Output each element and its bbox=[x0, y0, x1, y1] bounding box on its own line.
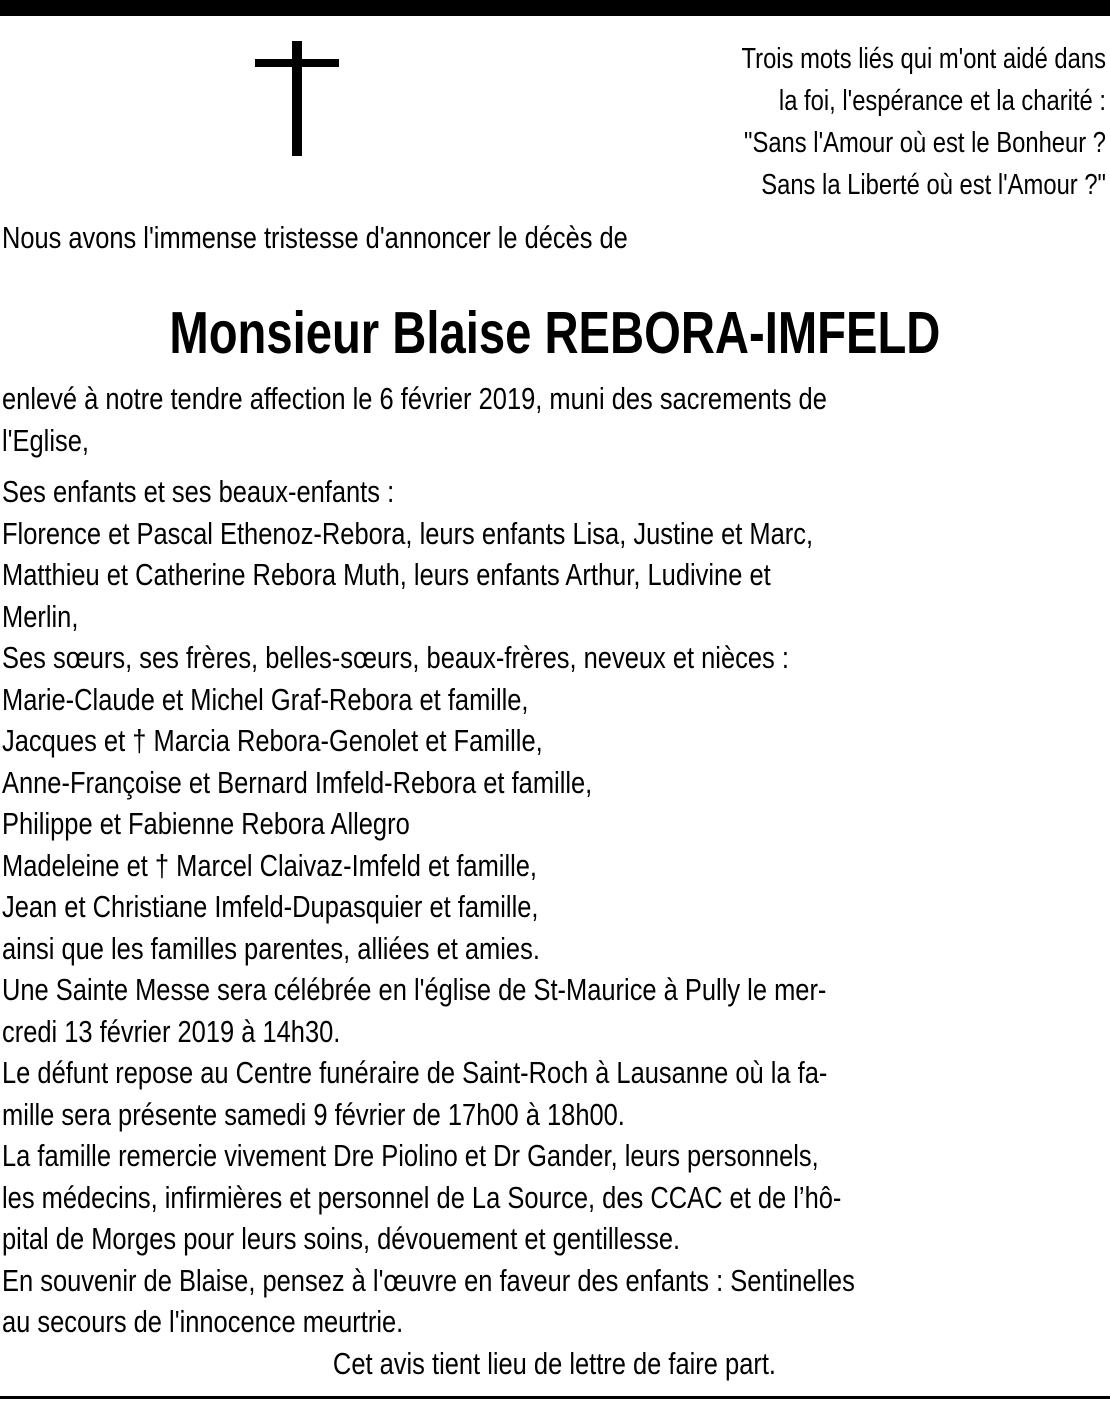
viewing-line: Le défunt repose au Centre funéraire de Saint-Roch à Lausanne où la fa- bbox=[2, 1055, 828, 1090]
sibling-line: Anne-Françoise et Bernard Imfeld-Rebora et famille, bbox=[2, 764, 593, 800]
sibling-line: Jacques et † Marcia Rebora-Genolet et Famille, bbox=[2, 723, 543, 758]
cross-horizontal-bar bbox=[255, 59, 339, 67]
quote-line: Sans la Liberté où est l'Amour ?" bbox=[761, 169, 1106, 201]
thanks-line: pital de Morges pour leurs soins, dévouement et gentillesse. bbox=[2, 1221, 681, 1256]
top-border-rule bbox=[0, 0, 1110, 16]
death-notice-line: enlevé à notre tendre affection le 6 février 2019, muni des sacrements de bbox=[2, 381, 827, 416]
sibling-line: Philippe et Fabienne Rebora Allegro bbox=[2, 806, 410, 841]
closing-note: Cet avis tient lieu de lettre de faire part. bbox=[332, 1345, 776, 1381]
siblings-heading: Ses sœurs, ses frères, belles-sœurs, beaux-frères, neveux et nièces : bbox=[2, 640, 789, 675]
children-heading: Ses enfants et ses beaux-enfants : bbox=[2, 474, 395, 509]
deceased-name-text: Monsieur Blaise REBORA-IMFELD bbox=[169, 300, 941, 366]
relatives-line: ainsi que les familles parentes, alliées et amies. bbox=[2, 930, 540, 966]
death-notice-line: l'Eglise, bbox=[2, 422, 89, 458]
thanks-line: La famille remercie vivement Dre Piolino et Dr Gander, leurs personnels, bbox=[2, 1138, 819, 1173]
paragraph-gap bbox=[2, 461, 1107, 471]
announcement-intro: Nous avons l'immense tristesse d'annoncer le décès de bbox=[2, 220, 628, 255]
sibling-line: Madeleine et † Marcel Claivaz-Imfeld et famille, bbox=[2, 847, 538, 883]
epigraph-quote bbox=[546, 38, 1106, 206]
sibling-line: Marie-Claude et Michel Graf-Rebora et famille, bbox=[2, 681, 529, 717]
children-line: Florence et Pascal Ethenoz-Rebora, leurs enfants Lisa, Justine et Marc, bbox=[2, 515, 814, 551]
memorial-line: En souvenir de Blaise, pensez à l'œuvre en faveur des enfants : Sentinelles bbox=[2, 1262, 855, 1298]
viewing-line: mille sera présente samedi 9 février de 17h00 à 18h00. bbox=[2, 1096, 625, 1132]
latin-cross-icon bbox=[255, 41, 339, 156]
memorial-line: au secours de l'innocence meurtrie. bbox=[2, 1304, 404, 1339]
quote-line: la foi, l'espérance et la charité : bbox=[778, 85, 1106, 117]
bottom-border-rule bbox=[0, 1396, 1110, 1399]
quote-line: "Sans l'Amour où est le Bonheur ? bbox=[744, 127, 1106, 159]
deceased-name bbox=[0, 298, 1110, 368]
children-line: Merlin, bbox=[2, 598, 79, 634]
children-line: Matthieu et Catherine Rebora Muth, leurs enfants Arthur, Ludivine et bbox=[2, 557, 771, 592]
thanks-line: les médecins, infirmières et personnel de La Source, des CCAC et de l’hô- bbox=[2, 1179, 842, 1215]
mass-line: credi 13 février 2019 à 14h30. bbox=[2, 1013, 341, 1049]
sibling-line: Jean et Christiane Imfeld-Dupasquier et famille, bbox=[2, 889, 539, 924]
mass-line: Une Sainte Messe sera célébrée en l'église de St-Maurice à Pully le mer- bbox=[2, 972, 827, 1007]
notice-body bbox=[2, 378, 1107, 1384]
quote-line: Trois mots liés qui m'ont aidé dans bbox=[741, 43, 1106, 75]
